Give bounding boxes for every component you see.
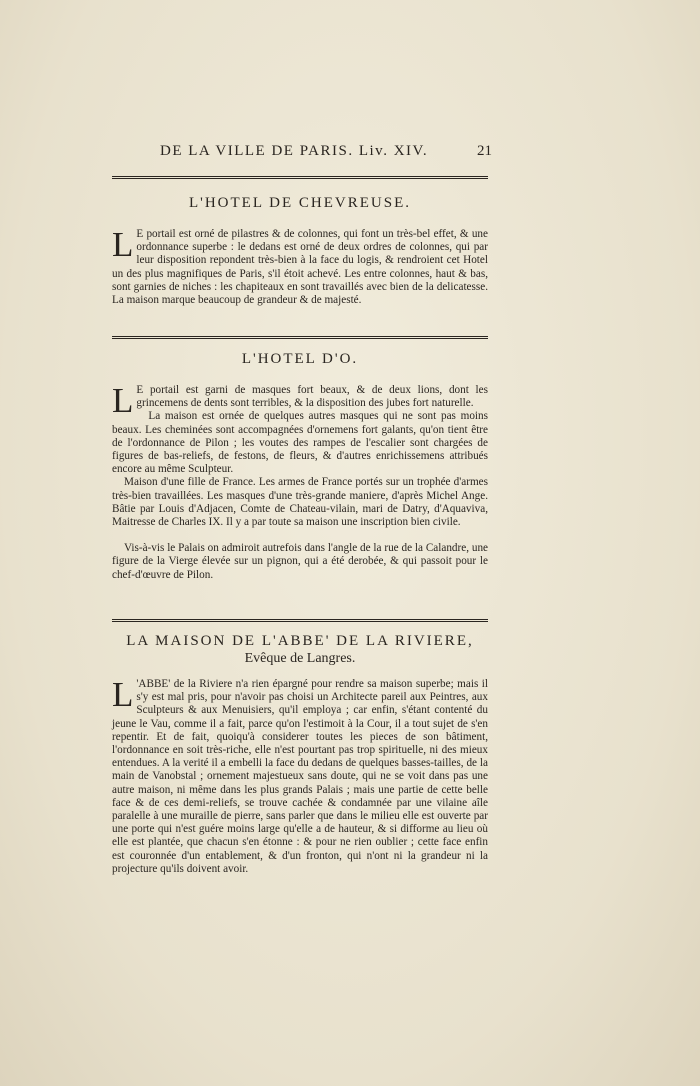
section-title-abbe-riviere: LA MAISON DE L'ABBE' DE LA RIVIERE,: [126, 633, 474, 649]
paragraph: La maison est ornée de quelques autres masques qui ne sont pas moins beaux. Les cheminées sont accompagnées d'ornemens fort galants, qu'on tient être de l'ordonnance de Pilon ; les voutes des rampes de l'escalier sont chargées de figures de bas-reliefs, de festons, de fleurs, & d'autres enrichissemens attribués encore au même Sculpteur.: [112, 410, 488, 476]
section-text-hotel-d-o: [112, 381, 488, 582]
drop-cap: L: [112, 675, 134, 714]
page-number: 21: [477, 143, 492, 159]
paragraph: L E portail est orné de pilastres & de colonnes, qui font un très-bel effet, & une ordonnance superbe : le dedans est orné de deux ordres de colonnes, qui par leur disposition repondent très-bien à la face du logis, & rendroient cet Hotel un des plus magnifiques de Paris, s'il étoit achevé. Les entre colonnes, haut & bas, sont garnies de niches : les chapiteaux en sont travaillés avec bien de la delicatesse. La maison marque beaucoup de grandeur & de majesté.: [112, 225, 488, 307]
header-rule: [112, 176, 488, 179]
section-text-abbe-riviere: [112, 675, 488, 876]
paragraph: L E portail est garni de masques fort beaux, & de deux lions, dont les grincemens de dents sont terribles, & la disposition des jubes fort naturelle.: [112, 381, 488, 420]
drop-cap: L: [112, 225, 134, 264]
paragraph: Maison d'une fille de France. Les armes de France portés sur un trophée d'armes très-bien travaillées. Les masques d'une très-grande maniere, d'après Michel Ange. Bâtie par Louis d'Adjacen, Comte de Chateau-vilain, mari de Datry, d'Aquaviva, Maitresse de Charles IX. Il y a par toute sa maison une inscription bien civile.: [112, 476, 488, 529]
paragraph: L 'ABBE' de la Riviere n'a rien épargné pour rendre sa maison superbe; mais il s'y est mal pris, pour n'avoir pas choisi un Architecte pareil aux Peintres, aux Sculpteurs & aux Menuisiers, qu'il employa ; car enfin, s'étant contenté du jeune le Vau, comme il a fait, parce qu'on l'estimoit à la Cour, il a tout sujet de s'en repentir. Et de fait, quoiqu'à considerer toutes les pieces de son bâtiment, l'ordonnance en soit très-riche, elle n'est pourtant pas trop spirituelle, ni des mieux entendues. A la verité il a embelli la face du dedans de quelques basses-tailles, de la main de Vanobstal ; ornement majestueux sans doute, qui ne se voit dans pas une autre maison, ni même dans les plus grands Palais ; mais une partie de cette belle face & de ces demi-reliefs, se trouve cachée & condamnée par une vilaine aîle paralelle à une muraille de pierre, sans parler que dans le milieu elle est ouverte par une porte qui n'est guére moins large qu'elle a de hauteur, & si difforme au lieu où elle est plantée, que chacun s'en étonne : & pour ne rien oublier ; cette face enfin est couronnée d'un entablement, & d'un fronton, qui n'ont ni la grandeur ni la projecture qu'ils doivent avoir.: [112, 675, 488, 875]
section-rule: [112, 619, 488, 622]
section-title-chevreuse: L'HOTEL DE CHEVREUSE.: [188, 195, 412, 211]
section-text-chevreuse: [112, 225, 488, 307]
running-head: DE LA VILLE DE PARIS. Liv. XIV.: [160, 143, 429, 159]
section-title-hotel-d-o: L'HOTEL D'O.: [241, 351, 359, 367]
section-subtitle: Evêque de Langres.: [244, 651, 356, 666]
paragraph: Vis-à-vis le Palais on admiroit autrefois dans l'angle de la rue de la Calandre, une figure de la Vierge élevée sur un pignon, qui a été derobée, & qui passoit pour le chef-d'œuvre de Pilon.: [112, 542, 488, 581]
section-rule: [112, 336, 488, 339]
drop-cap: L: [112, 381, 134, 420]
